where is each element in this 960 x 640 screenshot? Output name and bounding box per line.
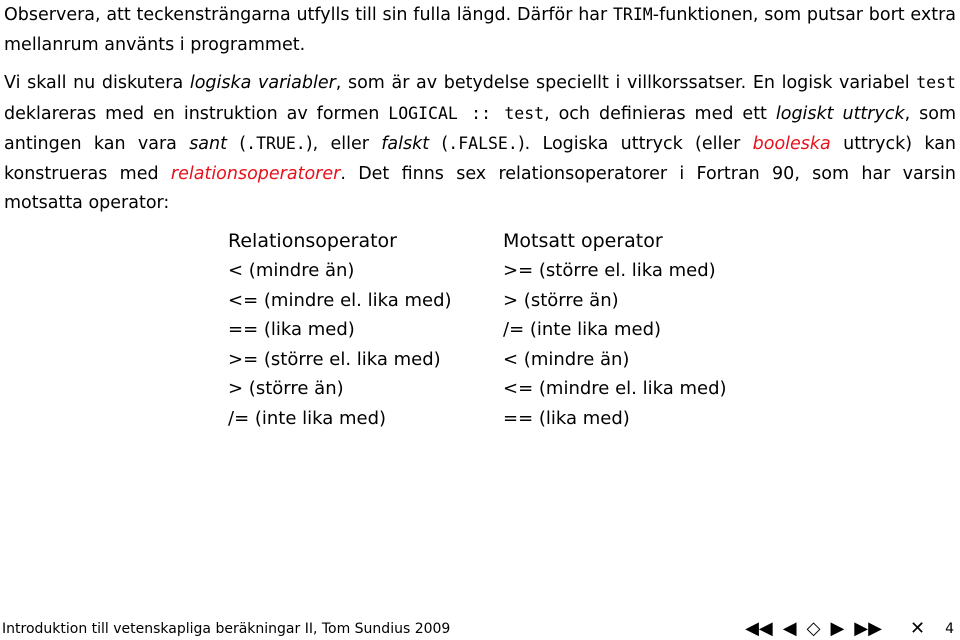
table-cell: <= (mindre el. lika med) bbox=[503, 378, 727, 400]
header-relationsoperator: Relationsoperator bbox=[228, 230, 397, 252]
code-false: .FALSE. bbox=[448, 134, 518, 153]
table-cell: == (lika med) bbox=[503, 407, 630, 429]
table-row bbox=[228, 374, 727, 404]
previous-page-icon[interactable]: ◀ bbox=[782, 618, 797, 639]
page-number: 4 bbox=[945, 620, 954, 637]
term-logiska-variabler: logiska variabler bbox=[189, 73, 336, 93]
link-relationsoperatorer[interactable]: relationsoperatorer bbox=[170, 163, 341, 184]
table-cell: < (mindre än) bbox=[228, 260, 355, 282]
footer bbox=[0, 612, 960, 640]
table-cell: <= (mindre el. lika med) bbox=[228, 289, 452, 311]
table-cell: == (lika med) bbox=[228, 319, 355, 341]
link-booleska[interactable]: booleska bbox=[752, 134, 831, 154]
table-cell: < (mindre än) bbox=[503, 348, 630, 370]
code-true: .TRUE. bbox=[246, 134, 306, 153]
paragraph-logical-variables: Vi skall nu diskutera logiska variabler, som är av betydelse speciellt i villkorssatser. En logisk variabel test deklareras med en instruktion av formen LOGICAL :: test, och definieras med ett logiskt uttryck, som antingen kan vara sant (.TRUE.), eller falskt (.FALSE.). Logiska uttryck (eller booleska uttryck) kan konstrueras med relationsoperatorer. Det finns sex relationsoperatorer i Fortran 90, som har varsin motsatta operator: bbox=[4, 73, 957, 213]
first-page-icon[interactable]: ◀◀ bbox=[745, 618, 773, 639]
close-icon[interactable]: ✕ bbox=[909, 618, 926, 639]
table-row bbox=[228, 345, 727, 375]
table-cell: /= (inte lika med) bbox=[503, 319, 662, 341]
table-row bbox=[228, 315, 727, 345]
table-header-row bbox=[228, 226, 727, 256]
header-motsatt-operator: Motsatt operator bbox=[503, 230, 663, 252]
table-row bbox=[228, 256, 727, 286]
table-row bbox=[228, 404, 727, 434]
code-trim: TRIM bbox=[613, 5, 653, 24]
table-cell: > (större än) bbox=[228, 378, 344, 400]
term-falskt: falskt bbox=[381, 134, 430, 154]
footer-title: Introduktion till vetenskapliga beräkningar II, Tom Sundius 2009 bbox=[2, 621, 451, 637]
code-logical-declaration: LOGICAL :: test bbox=[388, 103, 545, 123]
last-page-icon[interactable]: ▶▶ bbox=[854, 618, 882, 639]
table-cell: /= (inte lika med) bbox=[228, 407, 387, 429]
term-logiskt-uttryck: logiskt uttryck bbox=[775, 103, 905, 124]
term-sant: sant bbox=[189, 134, 227, 154]
contents-icon[interactable]: ◇ bbox=[806, 618, 821, 639]
table-cell: >= (större el. lika med) bbox=[503, 260, 716, 282]
code-test: test bbox=[916, 73, 956, 92]
table-cell: >= (större el. lika med) bbox=[228, 348, 441, 370]
table-cell: > (större än) bbox=[503, 289, 619, 311]
operator-table bbox=[228, 226, 727, 433]
next-page-icon[interactable]: ▶ bbox=[830, 618, 845, 639]
paragraph-trim-note: Observera, att teckensträngarna utfylls till sin fulla längd. Därför har TRIM-funktionen, som putsar bort extra mellanrum använts i programmet. bbox=[4, 5, 956, 55]
navigation-bar bbox=[745, 618, 954, 639]
table-row bbox=[228, 286, 727, 316]
